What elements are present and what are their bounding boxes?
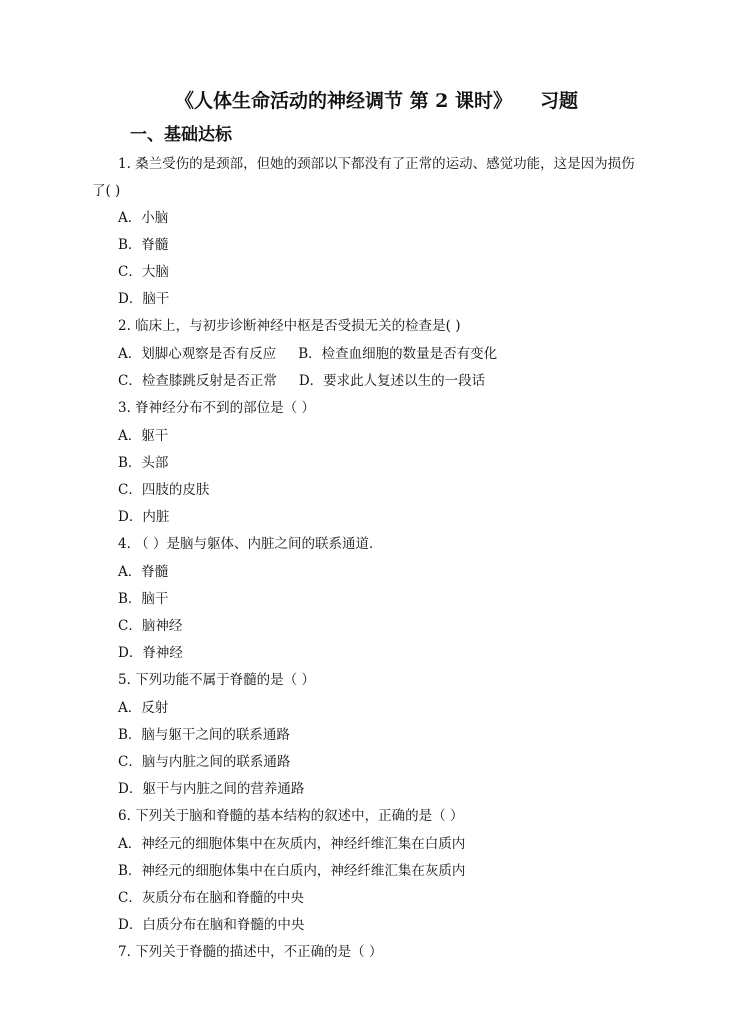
question-2-option-b: B．检查血细胞的数量是否有变化 — [298, 346, 498, 362]
question-6-option-b: B．神经元的细胞体集中在白质内，神经纤维汇集在灰质内 — [118, 863, 466, 879]
question-1-stem-line-2: 了( ) — [92, 183, 121, 199]
question-4-option-d: D．脊神经 — [118, 645, 183, 661]
question-2-option-c: C．检查膝跳反射是否正常 — [118, 373, 277, 389]
question-5-option-d: D．躯干与内脏之间的营养通路 — [118, 781, 305, 797]
question-6-option-d: D．白质分布在脑和脊髓的中央 — [118, 917, 305, 933]
title-suffix: 习题 — [540, 90, 579, 112]
question-4-stem: 4. （ ）是脑与躯体、内脏之间的联系通道． — [118, 536, 383, 552]
question-4-option-c: C．脑神经 — [118, 618, 183, 634]
question-3-stem: 3. 脊神经分布不到的部位是（ ） — [118, 400, 315, 416]
question-4-option-a: A．脊髓 — [118, 564, 169, 580]
title-main: 《人体生命活动的神经调节 第 2 课时》 — [174, 90, 513, 112]
question-5-stem: 5. 下列功能不属于脊髓的是（ ） — [118, 672, 315, 688]
question-7-stem: 7. 下列关于脊髓的描述中，不正确的是（ ） — [118, 944, 383, 960]
document-title — [0, 86, 745, 113]
question-6-option-c: C．灰质分布在脑和脊髓的中央 — [118, 890, 304, 906]
question-3-option-c: C．四肢的皮肤 — [118, 482, 210, 498]
question-6-option-a: A．神经元的细胞体集中在灰质内，神经纤维汇集在白质内 — [118, 836, 466, 852]
question-2-options-row-1 — [118, 346, 497, 362]
question-3-option-a: A．躯干 — [118, 428, 169, 444]
question-1-option-c: C．大脑 — [118, 264, 169, 280]
question-5-option-a: A．反射 — [118, 700, 169, 716]
question-2-stem: 2. 临床上，与初步诊断神经中枢是否受损无关的检查是( ) — [118, 318, 461, 334]
question-5-option-b: B．脑与躯干之间的联系通路 — [118, 727, 290, 743]
question-1-option-d: D．脑干 — [118, 291, 170, 307]
question-4-option-b: B．脑干 — [118, 591, 169, 607]
question-5-option-c: C．脑与内脏之间的联系通路 — [118, 754, 291, 770]
question-2-options-row-2 — [118, 373, 485, 389]
question-3-option-b: B．头部 — [118, 455, 169, 471]
question-1-option-b: B．脊髓 — [118, 237, 169, 253]
question-1-stem-line-1: 1. 桑兰受伤的是颈部，但她的颈部以下都没有了正常的运动、感觉功能，这是因为损伤 — [118, 156, 635, 172]
question-6-stem: 6. 下列关于脑和脊髓的基本结构的叙述中，正确的是（ ） — [118, 808, 464, 824]
question-2-option-d: D．要求此人复述以生的一段话 — [298, 373, 486, 389]
question-1-option-a: A．小脑 — [118, 210, 169, 226]
question-2-option-a: A．划脚心观察是否有反应 — [118, 346, 277, 362]
question-3-option-d: D．内脏 — [118, 509, 170, 525]
section-heading: 一、基础达标 — [130, 125, 232, 145]
